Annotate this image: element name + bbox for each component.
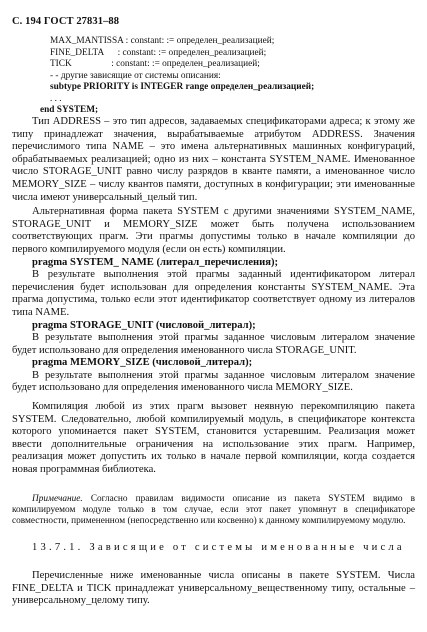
page-header: С. 194 ГОСТ 27831–88 xyxy=(12,16,120,27)
code-line-fine-delta: FINE_DELTA : constant: := определен_реализацией; xyxy=(50,47,267,58)
pragma-storage-unit: pragma STORAGE_UNIT (числовой_литерал); xyxy=(32,319,256,331)
note-text: Согласно правилам видимости описание из пакета SYSTEM видимо в компилируемом модуле только в том случае, если этот пакет упомянут в спецификаторе совместности, примененном (непосредственно или косвенно) к данному компилируемому модулю. xyxy=(12,494,415,527)
paragraph-memory-size-effect: В результате выполнения этой прагмы заданное числовым литералом значение будет использовано для определения именованного числа MEMORY_SIZE. xyxy=(12,369,415,394)
paragraph-compilation: Компиляция любой из этих прагм вызовет неявную перекомпиляцию пакета SYSTEM. Следовательно, любой компилируемый модуль, в спецификаторе контекста которого упоминается пакет SYSTEM, становится устаревшим. Реализация может ввести дополнительные ограничения на использование этих прагм. Например, реализация может допустить их только в начале первой компиляции, когда создается новая программная библиотека. xyxy=(12,401,415,476)
paragraph-storage-unit-effect: В результате выполнения этой прагмы заданное числовым литералом значение будет использовано для определения именованного числа STORAGE_UNIT. xyxy=(12,332,415,356)
code-ellipsis: . . . xyxy=(50,93,62,104)
section-paragraph: Перечисленные ниже именованные числа описаны в пакете SYSTEM. Числа FINE_DELTA и TICK принадлежат универсальному_вещественному типу, остальные – универсальному_целому типу. xyxy=(12,570,415,607)
pragma-system-name: pragma SYSTEM_ NAME (литерал_перечисления); xyxy=(32,256,279,268)
code-line-max-mantissa: MAX_MANTISSA : constant: := определен_реализацией; xyxy=(50,36,275,46)
note-block xyxy=(12,494,415,528)
note-label: Примечание. xyxy=(32,494,83,504)
code-end-system: end SYSTEM; xyxy=(40,105,99,115)
paragraph-system-name-effect: В результате выполнения этой прагмы заданный идентификатором литерал перечисления будет использован для определения константы SYSTEM_NAME. Эта прагма допустима, только если этот идентификатор соответствует одному из литералов типа NAME. xyxy=(12,269,415,318)
section-body xyxy=(12,570,415,608)
paragraph-alternative-form: Альтернативная форма пакета SYSTEM с другими значениями SYSTEM_NAME, STORAGE_UNIT и MEMORY_SIZE может быть получена использованием соответствующих прагм. Эти прагмы допустимы только в начале компиляции до первого компилируемого модуля (если он есть) компиляции. xyxy=(12,206,415,255)
code-line-tick: TICK : constant: := определен_реализацией; xyxy=(50,59,260,69)
pragma-memory-size: pragma MEMORY_SIZE (числовой_литерал); xyxy=(32,357,253,369)
code-line-priority: subtype PRIORITY is INTEGER range определен_реализацией; xyxy=(50,82,315,92)
main-text xyxy=(12,116,415,477)
paragraph-address: Тип ADDRESS – это тип адресов, задаваемых спецификаторами адреса; к этому же типу принадлежат значения, вырабатываемые атрибутом ADDRESS. Значения перечислимого типа NAME – это имена альтернативных машинных конфигураций, обрабатываемых реализацией; одно из них – константа SYSTEM_NAME. Именованное число STORAGE_UNIT равно числу разрядов в кванте памяти, а именованное число MEMORY_SIZE – числу квантов памяти, доступных в конфигурации; эти именованные числа имеют универсальный_целый тип. xyxy=(12,116,415,203)
code-comment-line: - - другие зависящие от системы описания: xyxy=(50,70,221,81)
section-title: 13.7.1. Зависящие от системы именованные числа xyxy=(32,542,405,553)
